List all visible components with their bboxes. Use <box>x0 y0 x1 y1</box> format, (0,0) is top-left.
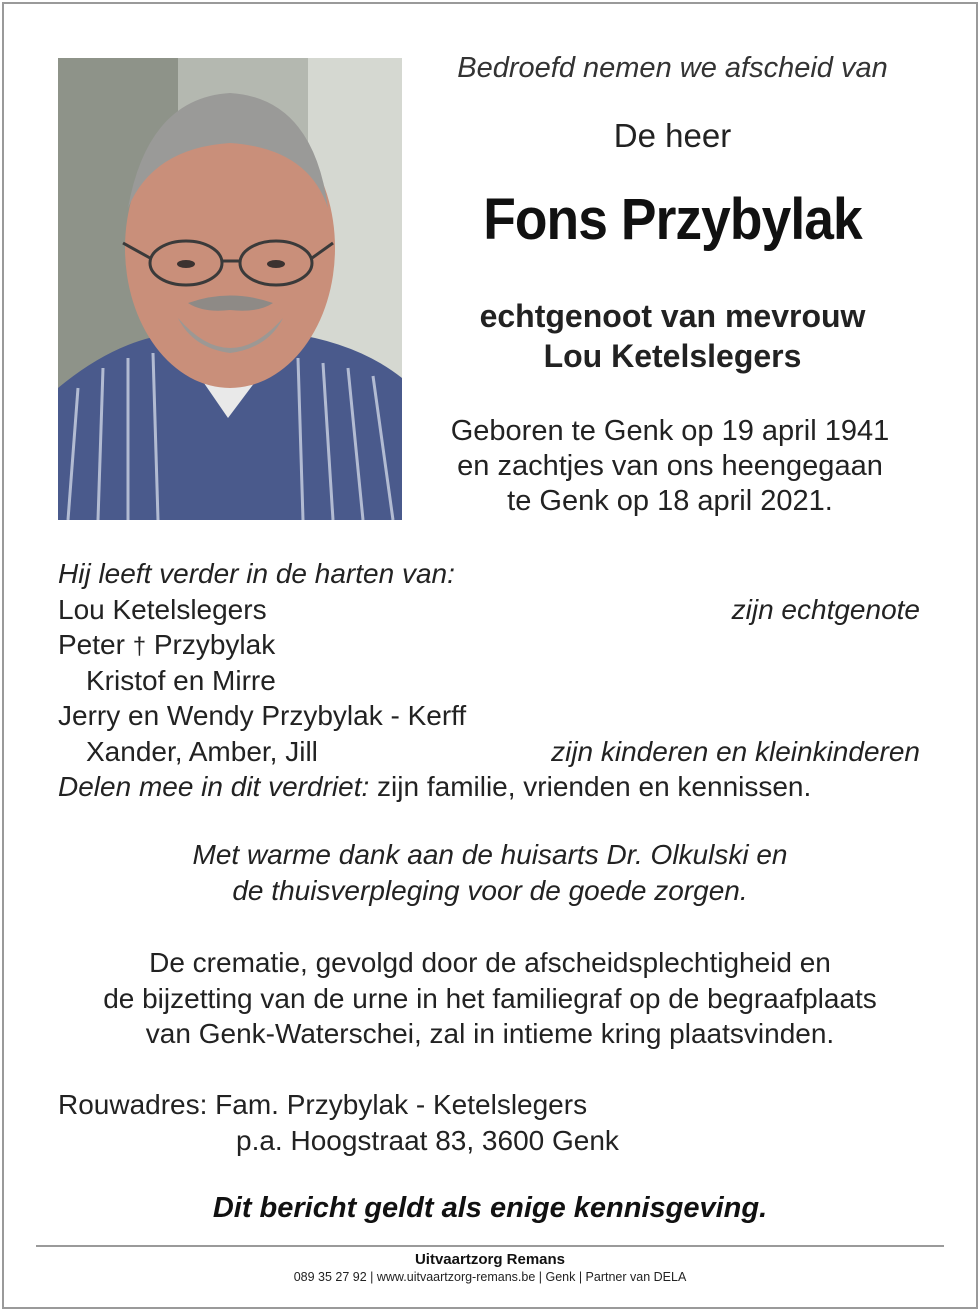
deceased-name: Fons Przybylak <box>483 187 862 252</box>
share-text: zijn familie, vrienden en kennissen. <box>377 771 812 802</box>
wife-name: Lou Ketelslegers <box>58 593 267 625</box>
family-row-son2: Jerry en Wendy Przybylak - Kerff <box>58 700 467 731</box>
notice-text: Dit bericht geldt als enige kennisgeving. <box>212 1192 768 1224</box>
footer-divider <box>36 1245 944 1247</box>
family-row-son1-children: Kristof en Mirre <box>86 664 276 696</box>
portrait-photo <box>58 58 402 520</box>
spouse-line-1: echtgenoot van mevrouw <box>479 298 866 334</box>
intro-text: Bedroefd nemen we afscheid van <box>457 52 888 84</box>
salutation: De heer <box>613 117 732 154</box>
cremation-line-1: De crematie, gevolgd door de afscheidsplechtigheid en <box>149 947 831 978</box>
footer-company: Uitvaartzorg Remans <box>414 1251 566 1268</box>
family-list <box>58 556 920 805</box>
family-row-son1 <box>58 627 920 663</box>
address-block <box>58 1087 920 1158</box>
wife-role: zijn echtgenote <box>731 593 920 625</box>
birth-line: Geboren te Genk op 19 april 1941 <box>450 415 890 447</box>
family-row-son2-children <box>58 734 920 770</box>
share-label: Delen mee in dit verdriet: <box>58 771 370 802</box>
thanks-block <box>0 837 980 908</box>
son1-last-name: Przybylak <box>153 629 276 660</box>
thanks-line-2: de thuisverpleging voor de goede zorgen. <box>232 874 748 906</box>
portrait-illustration <box>58 58 402 520</box>
family-row-wife <box>58 592 920 628</box>
cross-icon: † <box>132 633 147 660</box>
cremation-block <box>0 945 980 1052</box>
family-row-share <box>58 769 920 805</box>
death-line: en zachtjes van ons heengegaan <box>457 450 883 482</box>
family-intro: Hij leeft verder in de harten van: <box>58 558 455 589</box>
address-line-2: p.a. Hoogstraat 83, 3600 Genk <box>236 1124 619 1156</box>
dates-block <box>420 414 920 519</box>
footer-details: 089 35 27 92 | www.uitvaartzorg-remans.be | Genk | Partner van DELA <box>293 1270 687 1284</box>
death-place-line: te Genk op 18 april 2021. <box>507 485 833 517</box>
spouse-block <box>430 296 915 376</box>
son1-first-name: Peter <box>58 629 125 660</box>
address-line-1: Rouwadres: Fam. Przybylak - Ketelslegers <box>58 1089 588 1120</box>
son2-children: Xander, Amber, Jill <box>86 735 318 767</box>
cremation-line-3: van Genk-Waterschei, zal in intieme kring plaatsvinden. <box>145 1018 835 1049</box>
cremation-line-2: de bijzetting van de urne in het familiegraf op de begraafplaats <box>103 982 877 1014</box>
spouse-name: Lou Ketelslegers <box>543 338 802 374</box>
thanks-line-1: Met warme dank aan de huisarts Dr. Olkulski en <box>192 839 788 870</box>
children-role: zijn kinderen en kleinkinderen <box>551 735 920 767</box>
